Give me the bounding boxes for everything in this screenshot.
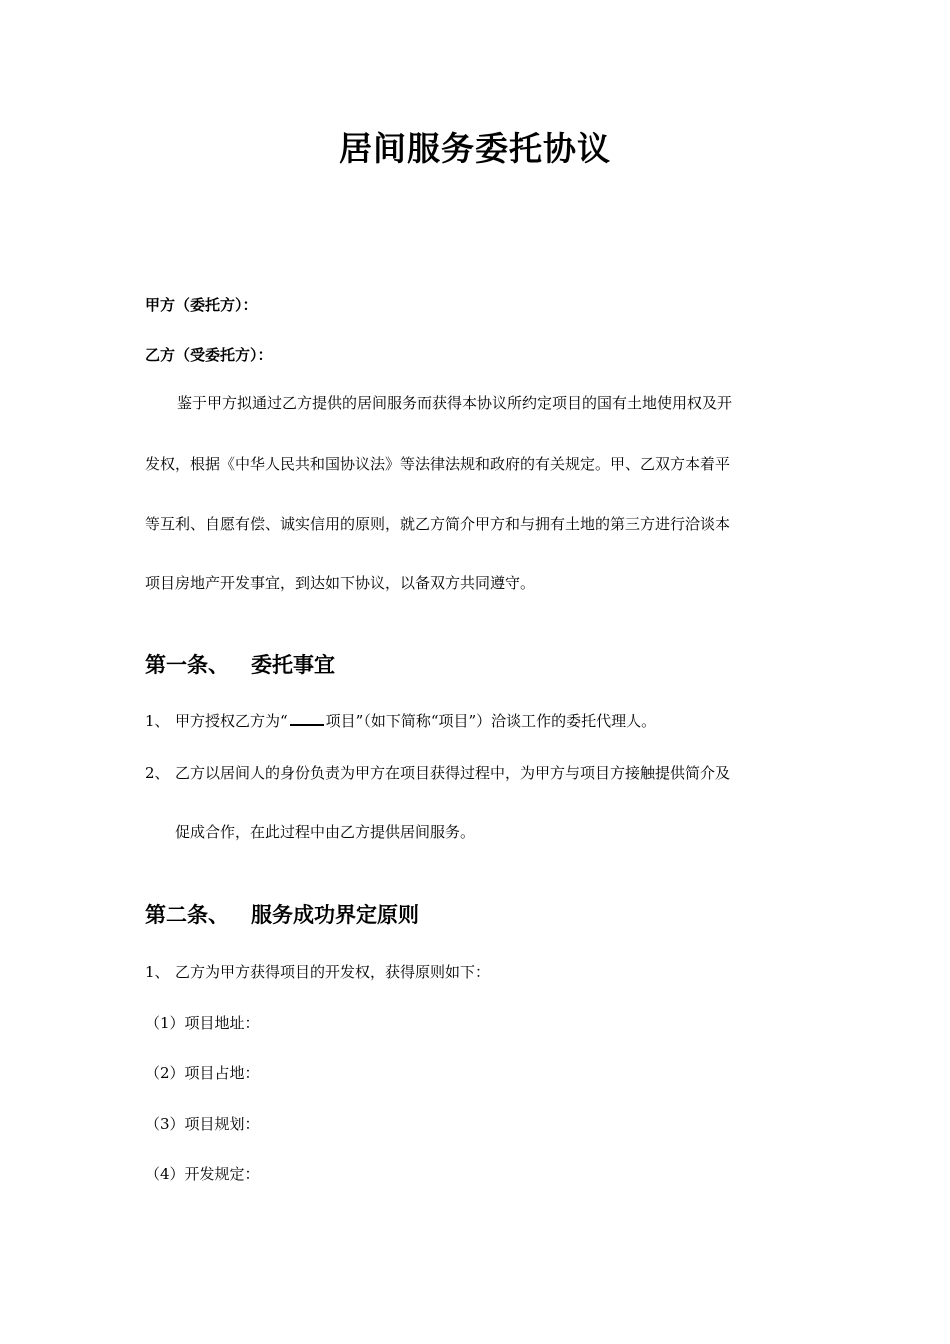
project-name-blank <box>290 710 324 726</box>
article-1-item-2-continuation: 促成合作，在此过程中由乙方提供居间服务。 <box>175 823 476 841</box>
article-1-heading <box>145 650 335 680</box>
article-1-title: 委托事宜 <box>251 653 335 677</box>
preamble-line-2: 发权，根据《中华人民共和国协议法》等法律法规和政府的有关规定。甲、乙双方本着平 <box>145 455 731 473</box>
article-2-title: 服务成功界定原则 <box>251 903 419 927</box>
article-1-item-1-number: 1、 <box>145 712 170 730</box>
preamble-line-3: 等互利、自愿有偿、诚实信用的原则，就乙方简介甲方和与拥有土地的第三方进行洽谈本 <box>145 515 731 533</box>
preamble-line-4: 项目房地产开发事宜，到达如下协议，以备双方共同遵守。 <box>145 574 536 592</box>
article-1-item-2-number: 2、 <box>145 764 170 782</box>
article-2-item-1-number: 1、 <box>145 963 170 981</box>
subitem-project-address: （1）项目地址： <box>145 1014 260 1032</box>
preamble-line-1: 鉴于甲方拟通过乙方提供的居间服务而获得本协议所约定项目的国有土地使用权及开 <box>177 394 733 412</box>
article-2-item-1-text: 乙方为甲方获得项目的开发权，获得原则如下： <box>175 963 491 981</box>
article-1-number: 第一条、 <box>145 653 229 677</box>
article-1-item-1-text-after: 项目”（如下简称“项目”）洽谈工作的委托代理人。 <box>325 712 657 730</box>
article-1-item-2-line-1: 乙方以居间人的身份负责为甲方在项目获得过程中，为甲方与项目方接触提供简介及 <box>175 764 731 782</box>
subitem-development-rules: （4）开发规定： <box>145 1165 260 1183</box>
article-1-item-1 <box>145 709 656 733</box>
article-2-heading <box>145 900 419 930</box>
article-2-item-1 <box>145 960 490 984</box>
party-a-label: 甲方（委托方）： <box>145 296 258 314</box>
article-2-number: 第二条、 <box>145 903 229 927</box>
document-title: 居间服务委托协议 <box>339 129 611 168</box>
party-b-label: 乙方（受委托方）： <box>145 346 273 364</box>
article-1-item-1-text-before: 甲方授权乙方为“ <box>175 712 288 730</box>
subitem-project-planning: （3）项目规划： <box>145 1115 260 1133</box>
subitem-project-area: （2）项目占地： <box>145 1064 260 1082</box>
article-1-item-2 <box>145 761 730 785</box>
